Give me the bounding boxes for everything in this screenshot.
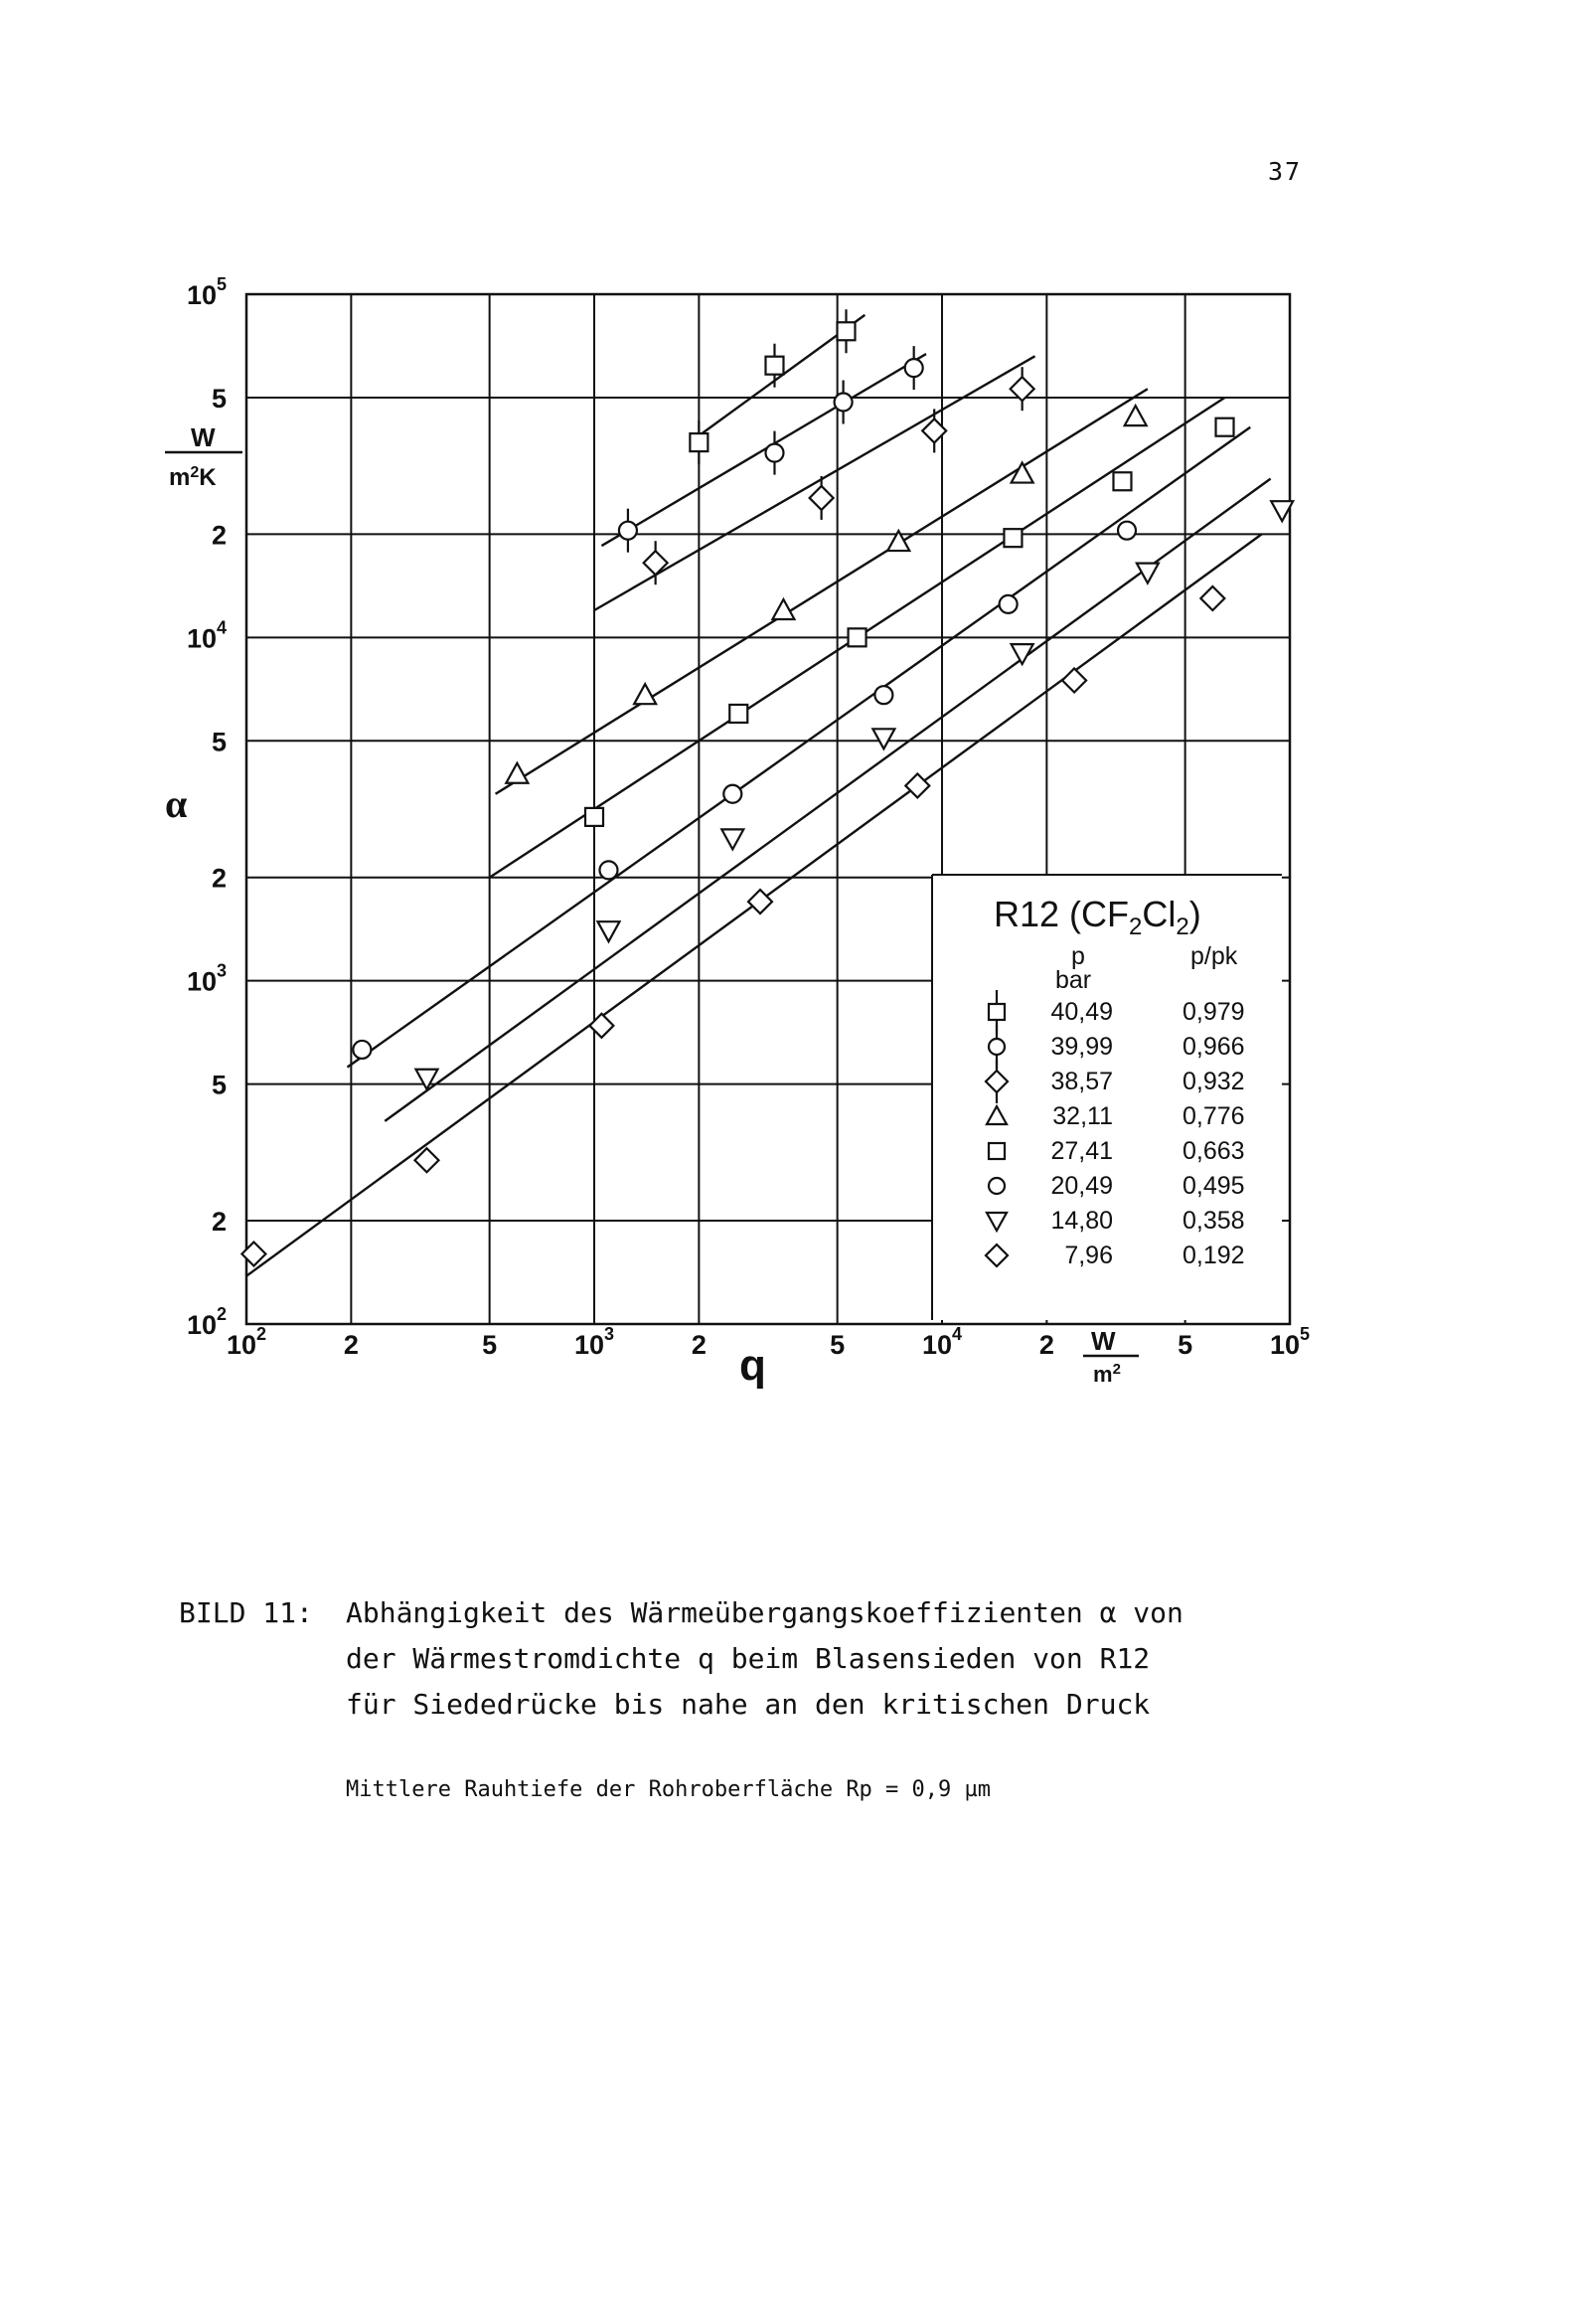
x-tick-label-7: 2 [1038,1330,1054,1360]
point-series-6-2 [721,829,743,849]
fit-line-series-2 [594,356,1035,610]
x-tick-label-4: 2 [691,1330,707,1360]
svg-text:m2K: $m^2K$ [169,464,217,491]
legend-title: R12 $(CF_2Cl_2)$ [994,894,1201,940]
point-series-0-0 [690,420,708,464]
y-tick-label-8: 5 [211,383,227,414]
y-tick-label-6: $10^4$ [186,617,227,654]
legend-ratio-7: 0,192 [1183,1242,1245,1269]
legend-ratio-6: 0,358 [1183,1207,1245,1235]
point-series-5-4 [1000,595,1018,613]
legend-ratio-0: 0,979 [1183,998,1245,1026]
point-series-4-5 [1216,418,1234,436]
caption-line-1: Abhängigkeit des Wärmeübergangskoeffizienten α von [346,1596,1183,1629]
point-series-3-0 [506,763,528,783]
point-series-2-0 [644,541,668,584]
caption-line-2: der Wärmestromdichte q beim Blasensieden von R12 [346,1642,1151,1675]
point-series-7-5 [1062,668,1086,692]
legend-pressure-3: 32,11 [1052,1102,1113,1130]
point-series-4-4 [1113,472,1131,490]
legend-pressure-1: 39,99 [1050,1033,1113,1061]
point-series-6-1 [597,921,619,941]
point-series-1-3 [905,346,923,390]
y-tick-label-1: 2 [211,1207,227,1238]
legend-ratio-3: 0,776 [1183,1102,1245,1130]
y-tick-label-0: $10^2$ [186,1304,227,1340]
x-tick-label-0: $10^2$ [226,1324,267,1360]
y-tick-label-2: 5 [211,1070,227,1100]
y-tick-label-9: $10^5$ [186,274,227,310]
legend-pressure-7: 7,96 [1064,1242,1113,1269]
point-series-7-4 [905,773,929,797]
y-tick-label-3: $10^3$ [186,960,227,997]
x-tick-labels [227,1324,1310,1360]
point-series-4-1 [729,705,747,723]
fit-line-series-1 [601,354,926,546]
legend-col2-header: p/pk [1190,942,1238,970]
point-series-7-1 [414,1148,438,1172]
point-series-3-5 [1125,406,1147,425]
svg-text:W: W [191,422,216,452]
point-series-0-2 [837,309,855,353]
x-tick-label-6: $10^4$ [921,1324,963,1360]
x-axis-label: q [739,1341,766,1390]
point-series-3-1 [634,684,656,704]
legend-pressure-4: 27,41 [1050,1137,1113,1165]
point-series-5-0 [353,1041,371,1059]
point-series-6-3 [872,729,894,748]
x-tick-label-1: 2 [343,1330,359,1360]
point-series-4-3 [1004,529,1022,547]
point-series-5-3 [874,686,892,704]
legend-pressure-0: 40,49 [1050,998,1113,1026]
legend-ratio-2: 0,932 [1183,1068,1245,1095]
legend-ratio-4: 0,663 [1183,1137,1245,1165]
legend-pressure-2: 38,57 [1050,1068,1113,1095]
y-tick-label-4: 2 [211,863,227,894]
x-tick-label-2: 5 [482,1330,498,1360]
svg-text:m2: $m^2$ [1093,1361,1121,1387]
legend-marker-4 [989,1143,1005,1159]
y-unit [165,422,242,491]
legend-col1-header: p [1071,942,1085,970]
page-number: 37 [1268,157,1303,186]
svg-text:W: W [1091,1326,1116,1356]
caption-body [346,1590,1320,1728]
legend-pressure-5: 20,49 [1050,1172,1113,1200]
legend-ratio-5: 0,495 [1183,1172,1245,1200]
point-series-2-1 [810,476,834,520]
legend-pressure-6: 14,80 [1050,1207,1113,1235]
point-series-5-1 [599,861,617,879]
y-tick-label-5: 5 [211,727,227,757]
y-axis-label: α [165,781,188,826]
point-series-0-1 [765,344,783,388]
point-series-7-6 [1200,586,1224,610]
point-series-2-3 [1011,367,1034,411]
legend-marker-5 [989,1178,1005,1194]
legend-col1-unit: bar [1055,966,1092,994]
caption-label: BILD 11: [179,1596,313,1629]
point-series-1-0 [619,509,637,553]
x-tick-label-5: 5 [830,1330,846,1360]
y-tick-label-7: 2 [211,520,227,551]
x-unit [1083,1326,1139,1387]
caption-line-3: für Siededrücke bis nahe an den kritischen Druck [346,1688,1151,1721]
point-series-5-2 [723,785,741,803]
legend-ratio-1: 0,966 [1183,1033,1245,1061]
surface-roughness-note: Mittlere Rauhtiefe der Rohroberfläche Rp = 0,9 µm [346,1777,992,1802]
x-tick-label-8: 5 [1178,1330,1193,1360]
point-series-4-0 [585,808,603,826]
x-tick-label-3: $10^3$ [573,1324,615,1360]
point-series-1-1 [765,431,783,475]
x-tick-label-9: $10^5$ [1269,1324,1311,1360]
point-series-4-2 [849,628,867,646]
point-series-5-5 [1118,522,1136,540]
